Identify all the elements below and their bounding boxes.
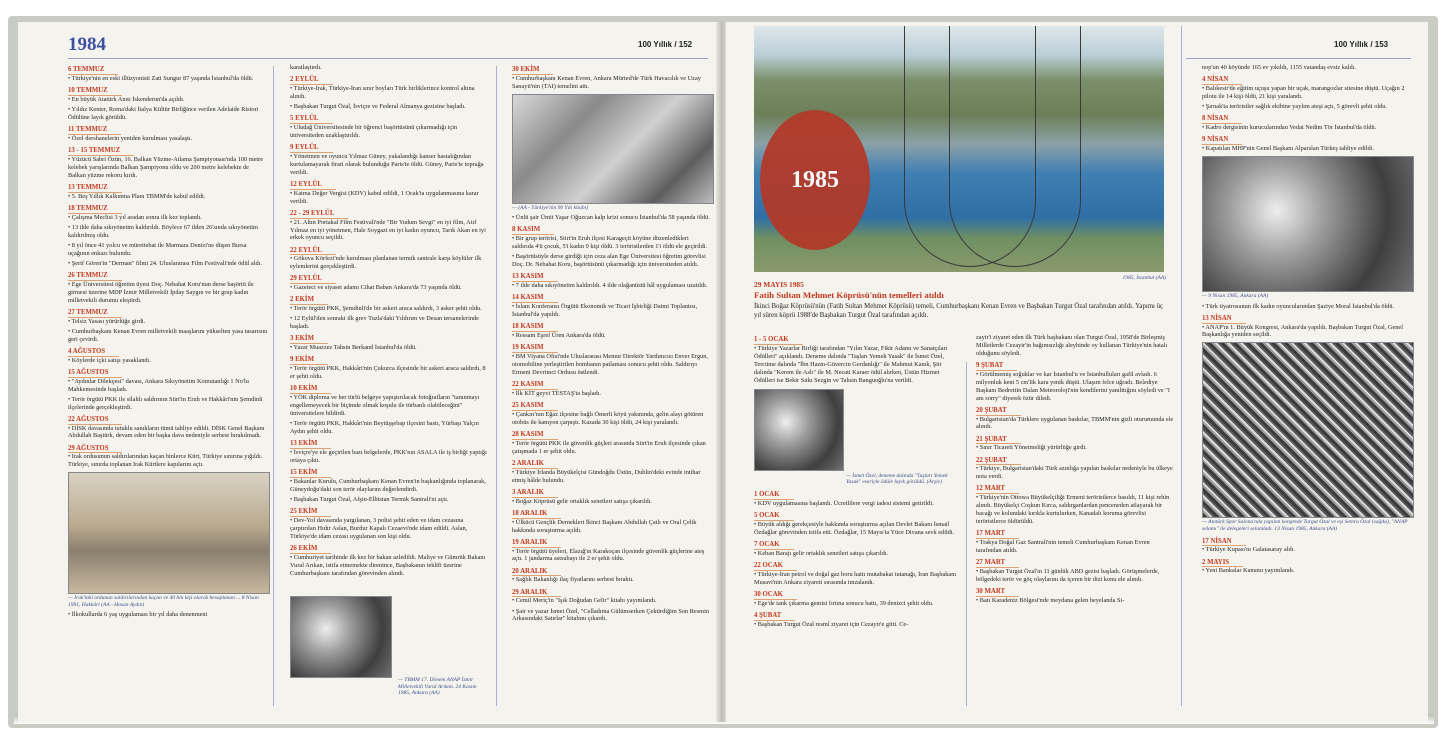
photo-evren-ceremony — [512, 94, 714, 204]
header-rule — [68, 58, 708, 59]
event-text: • Başbakan Turgut Özal, Afşin-Elbistan Termik Santrali'ni açtı. — [290, 495, 449, 503]
event-text: • Büyük aldığı gerekçesiyle hakkında soruşturma açılan Devlet Bakanı İsmail Özdağlar görevinden istifa etti. Özdağlar, 15 Mayıs'ta Yüce Divana sevk edildi. — [754, 520, 955, 536]
column-divider — [496, 66, 497, 706]
date-heading: 1 OCAK — [754, 491, 794, 500]
date-heading: 22 ŞUBAT — [976, 457, 1021, 466]
event-text: • Balıkesir'de eğitim uçuşu yapan bir uçak, marangozlar sitesine düştü. Uçağın 2 pilotu ile 14 kişi öldü, 21 kişi yaralandı. — [1202, 85, 1405, 100]
date-heading: 21 ŞUBAT — [976, 436, 1021, 445]
event-text: • Türkiye, Bulgaristan'daki Türk azınlığa yapılan baskılar nedeniyle bu ülkeye nota verdi. — [976, 465, 1173, 481]
event-text: • Ressam Eşref Üren Ankara'da öldü. — [512, 332, 606, 340]
photo-caption: — (AA - Türkiye'nin 90 Yılı kitabı) — [512, 204, 588, 211]
event-text: • Terör örgütü PKK, Hakkâri'nin Çukurca ilçesinde bir askeri araca saldırdı, 8 er şehit oldu. — [290, 365, 486, 381]
date-heading: 8 KASIM — [512, 226, 554, 235]
date-heading: 9 EKİM — [290, 356, 328, 365]
left-column-1 — [68, 64, 268, 622]
event-text: • Sağlık Bakanlığı ilaç fiyatlarını serbest bıraktı. — [512, 576, 634, 584]
event-text: • Telsiz Yasası yürürlüğe girdi. — [68, 317, 146, 325]
event-text: • Terör örgütü PKK ile güvenlik güçleri arasında Siirt'in Eruh ilçesinde çıkan çatışmada 1 er şehit oldu. — [512, 439, 706, 455]
photo-turkes — [1202, 156, 1414, 292]
photo-caption: — Irak'taki ordunun saldırılarından kaçan ve 40 bin kişi olarak hesaplanan ... 8 Nisan 1991, Hakkâri (AA - Hasan Aydın) — [68, 595, 259, 608]
event-text: • Türk tiyatrosunun ilk kadın oyuncularından Şaziye Moral İstanbul'da öldü. — [1202, 302, 1395, 310]
date-heading: 3 ARALIK — [512, 489, 558, 498]
bridge-cable — [949, 26, 1081, 267]
date-heading: 4 ŞUBAT — [754, 612, 795, 621]
event-text: • Kapatılan MHP'nin Genel Başkanı Alparslan Türkeş tahliye edildi. — [1202, 145, 1374, 152]
event-text: • Türkiye'nin Ottowa Büyükelçiliği Ermeni teröristlerce basıldı, 11 kişi rehin alındı. Büyükelçi Coşkun Kırca, saldırganlardan penceneden atlayarak bir bacağı ve kolundaki kırıkla kurtulurken, Kanadalı koruma görevlisi teröristlerce öldürüldü. — [976, 494, 1170, 526]
date-heading: 3 EKİM — [290, 335, 328, 344]
event-text: • Bulgaristan'da Türklere uygulanan baskılar, TBMM'nin gizli oturumunda ele alındı. — [976, 415, 1174, 431]
event-text: • Şırnak'ta teröristler sağlık ekibine yaylım ateşi açtı, 5 görevli şehit oldu. — [1202, 103, 1388, 110]
date-heading: 2 MAYIS — [1202, 559, 1243, 568]
event-text: • "Aydınlar Dilekçesi" davası, Ankara Sıkıyönetim Komutanlığı 1 No'lu Mahkemesinde başladı. — [68, 377, 249, 393]
event-text: • Çankırı'nın Eğaz ilçesine bağlı Ömerli köyü yakınında, gelin alayı götüren otobüs ile kamyon çarpıştı. Kazada 30 kişi öldü, 24 kişi yaralandı. — [512, 410, 704, 426]
photo-anap-congress — [1202, 342, 1414, 518]
event-text: • Türkiye-Irak, Türkiye-İran sınır boyları Türk birliklerince kontrol altına alındı. — [290, 85, 475, 100]
date-heading: 22 - 29 EYLÜL — [290, 210, 348, 219]
event-text: • Kadro dergisinin kurucularından Vedat Nedim Tör İstanbul'da öldü. — [1202, 124, 1377, 131]
date-heading: 26 TEMMUZ — [68, 272, 122, 281]
main-date: 29 MAYIS 1985 — [754, 280, 804, 289]
event-text: • Türkiye İrlanda Büyükelçisi Gündoğdu Üstün, Dublin'deki evinde intihar etmiş hâlde bulundu. — [512, 468, 701, 484]
year-heading: 1984 — [68, 34, 106, 55]
date-heading: 20 ARALIK — [512, 568, 561, 577]
date-heading: 30 MART — [976, 588, 1019, 597]
column-divider — [1181, 26, 1182, 706]
date-heading: 17 NİSAN — [1202, 538, 1246, 547]
main-title: Fatih Sultan Mehmet Köprüsü'nün temelleri atıldı — [754, 290, 944, 300]
date-heading: 12 EYLÜL — [290, 181, 336, 190]
event-text: • Bir grup terörist, Siirt'in Eruh ilçesi Karageçit köyüne düzenledikleri saldırıda 4'ü çocuk, 5'i kadın 9 kişi öldü. 3 teröristlerden 1'i öldü ele geçirildi. — [512, 235, 708, 251]
date-heading: 9 NİSAN — [1202, 136, 1242, 145]
left-page — [18, 22, 718, 722]
event-text: • Katma Değer Vergisi (KDV) kabul edildi, 1 Ocak'ta uygulanmasına karar verildi. — [290, 189, 479, 205]
photo-caption: — TBMM 17. Dönem ANAP İzmir Milletvekili Vural Arıkan. 24 Kasım 1985, Ankara (AA) — [398, 677, 477, 697]
event-text: • Cemil Meriç'in "Işık Doğudan Gelir" kitabı yayımlandı. — [512, 597, 657, 605]
right-column-3 — [1202, 64, 1412, 578]
header-rule — [1186, 58, 1411, 59]
event-text: • İslam Konferansı Örgütü Ekonomik ve Ticari İşbirliği Daimi Toplantısı, İstanbul'da yapıldı. — [512, 303, 698, 319]
date-heading: 6 TEMMUZ — [68, 66, 118, 75]
right-column-1 — [754, 334, 959, 631]
event-text: • 12 Eylül'den sonraki ilk grev Tuzla'daki Yıldırım ve Desan tersanelerinde başladı. — [290, 315, 479, 331]
page-number: 100 Yıllık / 153 — [1334, 40, 1389, 49]
date-heading: 5 EYLÜL — [290, 115, 333, 124]
event-text: zayir'i ziyaret eden ilk Türk başbakanı olan Turgut Özal, 1958'de Birleşmiş Milletlerde Cezayir'in bağımsızlığı aleyhinde oy kullanan Türkiye'nin hatalı olduğunu söyledi. — [976, 334, 1168, 357]
event-text: • Yeni Bankalar Kanunu yayımlandı. — [1202, 567, 1295, 575]
event-text: • Gazeteci ve siyaset adamı Cihat Baban Ankara'da 73 yaşında öldü. — [290, 284, 462, 292]
event-text: • Ünlü şair Ümit Yaşar Oğuzcan kalp krizi sonucu İstanbul'da 58 yaşında öldü. — [512, 214, 710, 222]
event-text: • Terör örgütü PKK, Şemdinli'de bir askeri araca saldırdı, 3 asker şehit oldu. — [290, 305, 482, 313]
date-heading: 30 EKİM — [512, 66, 553, 75]
date-heading: 2 EKİM — [290, 296, 328, 305]
date-heading: 27 TEMMUZ — [68, 309, 122, 318]
date-heading: 29 EYLÜL — [290, 275, 336, 284]
date-heading: 18 KASIM — [512, 323, 558, 332]
event-text: • Görülmemiş soğuklar ve kar İstanbul'u ve İstanbulluları gafil avladı. 6 milyonluk kent 5 cm'lik kara yenik düştü. Ulaşım felce uğradı. Belediye Başkanı Bedrettin Dalan Meteoroloji'nin kendilerini yanılttığını söyledi ve "I am sorry" diyerek özür diledi. — [976, 370, 1170, 402]
date-heading: 19 ARALIK — [512, 539, 561, 548]
date-heading: 7 OCAK — [754, 541, 794, 550]
photo-caption: — İsmet Özel, deneme dalında "Taşları Yemek Yasak" eseriyle ödüle layık görüldü. (Arşiv) — [846, 472, 948, 486]
event-text: • YÖK diploma ve her türlü belgeye yapıştırılacak fotoğrafların "tanınmayı engellemeyecek bir biçimde olmak koşulu ile türbanlı olabileceğini" üniversitelere bildirdi. — [290, 394, 480, 418]
date-heading: 30 OCAK — [754, 591, 797, 600]
date-heading: 5 OCAK — [754, 512, 794, 521]
date-heading: 2 EYLÜL — [290, 76, 333, 85]
event-text: • Başbakan Turgut Özal, İsviçre ve Federal Almanya gezisine başladı. — [290, 103, 466, 110]
event-text: • Yönetmen ve oyuncu Yılmaz Güney, yakalandığı kanser hastalığından kurtulamayarak firari olarak bulunduğu Paris'te öldü. Güney, Paris'te toprağa verildi. — [290, 152, 484, 176]
event-text: • Köylerde içki satışı yasaklandı. — [68, 356, 151, 364]
date-heading: 9 ŞUBAT — [976, 362, 1017, 371]
date-heading: 10 TEMMUZ — [68, 87, 122, 96]
date-heading: 13 TEMMUZ — [68, 184, 122, 193]
event-text: • Keban Barajı gelir ortaklık senetleri satışa çıkarıldı. — [754, 549, 889, 557]
right-column-2 — [976, 334, 1176, 607]
event-text: • Türkiye Kupası'nı Galatasaray aldı. — [1202, 546, 1295, 554]
date-heading: 25 EKİM — [290, 508, 331, 517]
event-text: • Ege'de tank çıkarma gemisi fırtına sonucu battı, 39 denizci şehit oldu. — [754, 599, 934, 607]
date-heading: 26 EKİM — [290, 545, 331, 554]
year-badge: 1985 — [760, 110, 870, 250]
event-text: • Başbakan Turgut Özal'ın 11 günlük ABD gezisi başladı. Görüşmelerde, bölgedeki terör ve göç olaylarını da içeren bir dizi konu ele alındı. — [976, 567, 1160, 583]
photo-caption: — 9 Nisan 1985, Ankara (AA) — [1202, 292, 1269, 299]
left-column-3 — [512, 64, 712, 626]
main-text: İkinci Boğaz Köprüsü'nün (Fatih Sultan Mehmet Köprüsü) temeli, Cumhurbaşkanı Kenan Evren ve Başbakan Turgut Özal tarafından atıldı. Yapımı üç yıl süren köprü 1988'de Başbakan Turgut Özal tarafından açıldı. — [754, 303, 1164, 319]
event-text: • Ülkücü Gençlik Dernekleri İkinci Başkanı Abdullah Çatlı ve Oral Çelik hakkında soruşturma açıldı. — [512, 518, 697, 534]
left-column-2 — [290, 64, 490, 580]
photo-caption: — Atatürk Spor Salonu'nda yapılan kongrede Turgut Özal ve eşi Semra Özal (sağda), "ANAP selamı" ile delegeleri selamladı. 13 Nisan 1985, Ankara (AA) — [1202, 519, 1408, 532]
event-text: • KDV uygulamasına başlandı. Ücretlilere vergi iadesi sistemi getirildi. — [754, 499, 934, 507]
event-text: • Boğaz Köprüsü gelir ortaklık senetleri satışa çıkarıldı. — [512, 497, 652, 505]
event-text: • Türkiye Yazarlar Birliği tarafından "Yılın Yazar, Fikir Adamı ve Sanatçıları Ödülleri" açıklandı. Deneme dalında "Taşları Yemek Yasak" ile İsmet Özel, Tercüme dalında "İbn Hazm-Güvercin Gerdanlığı" ile Mahmut Kanık, Şiir dalında "Kerem ile Aslı" ile M. Necati Karaer ödül alırken, Üstün Hizmet Ödülleri ise Bekir Sıtkı Sezgin ve Tahsin Banguoğlu'na verildi. — [754, 344, 948, 384]
date-heading: 14 KASIM — [512, 294, 558, 303]
event-text: • ANAP'ın 1. Büyük Kongresi, Ankara'da yapıldı. Başbakan Turgut Özal, Genel Başkanlığa yeniden seçildi. — [1202, 323, 1403, 339]
column-divider — [273, 66, 274, 706]
event-text: • Dev-Yol davasında yargılanan, 3 polisi şehit eden ve idam cezasına çarptırılan Hıdır Aslan, Burdur Kapalı Cezaevi'nde idam edildi. Aslan, Türkiye'de idam cezası uygulanan son kişi oldu. — [290, 516, 468, 540]
date-heading: 18 ARALIK — [512, 510, 561, 519]
event-text: • Cumhuriyet tarihinde ilk kez bir bakan azledildi. Maliye ve Gümrük Bakanı Vural Arıkan, istifa etmemekte direnince, Başbakanın teklifi üzerine Cumhurbaşkanı tarafından görevinden alındı. — [290, 553, 486, 577]
event-text: • 21. Altın Portakal Film Festivali'nde "Bir Yudum Sevgi" en iyi film, Atıf Yılmaz en iyi yönetmen, Hale Soygazi en iyi kadın oyuncu, Tarık Akan en iyi erkek oyuncu seçildi. — [290, 218, 486, 242]
event-text: • 8 yıl önce 41 yolcu ve mürettebat ile Marmara Denizi'ne düşen Bursa uçağının enkazı bulundu. — [68, 241, 247, 257]
event-text: • Yazar Muazzez Tahsin Berkand İstanbul'da öldü. — [290, 344, 417, 352]
date-heading: 13 KASIM — [512, 273, 558, 282]
event-text: • Ege Üniversitesi öğretim üyesi Doç. Nebahat Koru'nun derse başörtü ile girmesi üzerine MDP İzmir Milletvekili İpday Saygın ve bir grup kadın milletvekili durumu eleştirdi. — [68, 280, 254, 304]
event-text: • Özel dershanelerin yeniden kurulması yasalaştı. — [68, 134, 193, 142]
event-text: • Çalışma Meclisi 3 yıl aradan sonra ilk kez toplandı. — [68, 213, 202, 221]
date-heading: 13 EKİM — [290, 440, 331, 449]
date-heading: 22 AĞUSTOS — [68, 416, 122, 425]
event-text: • Yıldız Kenter, Roma'daki İtalya Kültür Birliğince verilen Adelaide Ristori Ödülüne layık görüldü. — [68, 106, 259, 121]
date-heading: 13 - 15 TEMMUZ — [68, 147, 134, 156]
event-text: • BM Viyana Ofisi'nde Uluslararası Memur Direktör Yardımcısı Enver Ergun, otomobiline yerleştirilen bombanın patlaması sonucu şehit oldu. Saldırıyı Ermeni Devrimci Ordusu üstlendi. — [512, 353, 708, 376]
date-heading: 9 EYLÜL — [290, 144, 333, 153]
date-heading: 28 KASIM — [512, 431, 558, 440]
event-text: nop'un 40 köyünde 165 ev yıkıldı, 1155 vatandaş evsiz kaldı. — [1202, 64, 1356, 71]
event-text: • Türkiye'nin en eski illüzyonisti Zati Sungur 87 yaşında İstanbul'da öldü. — [68, 74, 254, 82]
event-text: • DİSK davasında tutuklu sanıkların tümü tahliye edildi. DİSK Genel Başkanı Abdullah Baştürk, devam eden bir başka dava nedeniyle serbest bırakılmadı. — [68, 424, 265, 440]
date-heading: 1 - 5 OCAK — [754, 336, 803, 345]
event-text: • Batı Karadeniz Bölgesi'nde meydana gelen heyelanda Si- — [976, 596, 1125, 604]
page-number: 100 Yıllık / 152 — [638, 40, 693, 49]
event-text: • Sınır Ticareti Yönetmeliği yürürlüğe girdi. — [976, 444, 1087, 452]
event-text: • Trakya Doğal Gaz Santrali'nin temeli Cumhurbaşkanı Kenan Evren tarafından atıldı. — [976, 539, 1150, 554]
date-heading: 15 EKİM — [290, 469, 331, 478]
event-text: • Terör örgütü PKK ile silahlı saldırının Siirt'in Eruh ve Hakkâri'nin Şemdinli ilçelerinde gerçekleştirdi. — [68, 395, 263, 411]
photo-ismet-ozel — [754, 389, 844, 471]
event-text: • Başbakan Turgut Özal resmî ziyaret için Cezayir'e gitti. Ce- — [754, 620, 909, 628]
column-divider — [966, 362, 967, 706]
event-text: • En büyük Atatürk Anıtı İskenderun'da açıldı. — [68, 95, 185, 103]
event-text: • 7 ilde daha sıkıyönetim kaldırıldı. 4 ilde olağanüstü hâl uygulaması uzatıldı. — [512, 282, 708, 290]
event-text: • Şerif Gören'in "Derman" filmi 24. Uluslararası Film Festivali'nde ödül aldı. — [68, 259, 262, 267]
event-text: • Irak ordusunun saldırılarından kaçan binlerce Kürt, Türkiye sınırına yığıldı. Türkiye, sınırda toplanan Irak Kürtlere kapılarını açtı. — [68, 453, 263, 469]
date-heading: 22 OCAK — [754, 562, 797, 571]
date-heading: 22 KASIM — [512, 381, 558, 390]
event-text: • Başörtüsüyle derse girdiği için ceza alan Ege Üniversitesi öğretim görevlisi Doç. Dr. Nebahat Koru, başörtüsünü çıkarmadığı için üniversiteden atıldı. — [512, 253, 706, 269]
date-heading: 4 AĞUSTOS — [68, 348, 119, 357]
date-heading: 18 TEMMUZ — [68, 205, 122, 214]
event-text: • Şair ve yazar İsmet Özel, "Celladıma Gülümserken Çektirdiğim Son Resmin Arkasındaki Satırlar" kitabını çıkardı. — [512, 607, 709, 623]
event-text: • Terör örgütü üyeleri, Elazığ'ın Karakoçan ilçesinde güvenlik güçlerine ateş açtı. 1 jandarma astsubayı ile 2 er şehit oldu. — [512, 547, 705, 563]
date-heading: 29 ARALIK — [512, 589, 561, 598]
date-heading: 29 AĞUSTOS — [68, 445, 122, 454]
date-heading: 10 EKİM — [290, 385, 331, 394]
date-heading: 2 ARALIK — [512, 460, 558, 469]
event-text: • 5. Beş Yıllık Kalkınma Planı TBMM'de kabul edildi. — [68, 192, 206, 200]
event-text: • Cumhurbaşkanı Kenan Evren, Ankara Mürted'de Türk Havacılık ve Uzay Sanayii'nin (TAI) temelini attı. — [512, 74, 701, 90]
date-heading: 27 MART — [976, 559, 1019, 568]
date-heading: 25 KASIM — [512, 402, 558, 411]
event-text: • Gökova Körfezi'nde kurulması planlanan termik santrale karşı köylüler ilk eylemlerini gerçekleştirdi. — [290, 255, 482, 271]
date-heading: 13 NİSAN — [1202, 315, 1246, 324]
date-heading: 8 NİSAN — [1202, 115, 1242, 124]
photo-bridge-construction — [754, 26, 1164, 272]
event-text: • Uludağ Üniversitesinde bir öğrenci başörtüsünü çıkarmadığı için üniversiteden uzaklaştırıldı. — [290, 124, 458, 139]
event-text: • Cumhurbaşkanı Kenan Evren milletvekili maaşlarını yükselten yasa tasarısını geri çevirdi. — [68, 327, 268, 343]
date-heading: 17 MART — [976, 530, 1019, 539]
photo-caption: 1985, İstanbul (AA) — [1122, 275, 1166, 281]
date-heading: 22 EYLÜL — [290, 247, 336, 256]
event-text: • Bakanlar Kurulu, Cumhurbaşkanı Kenan Evren'in başkanlığında toplanarak, Güneydoğu'daki son terör olaylarını değerlendirdi. — [290, 477, 486, 493]
date-heading: 12 MART — [976, 485, 1019, 494]
event-text: • Türkiye-İran petrol ve doğal gaz boru hattı mutabakat tutanağı, İran Başbakanı Musavi'nin Ankara ziyareti sırasında imzalandı. — [754, 570, 957, 586]
event-text: • 13 ilde daha sıkıyönetim kaldırıldı. Böylece 67 ilden 26'sında sıkıyönetim kaldırılmış oldu. — [68, 223, 258, 239]
event-text: • Yüzücü Sabri Özün, 16. Balkan Yüzme-Atlama Şampiyonası'nda 100 metre kelebek yarışlarında Balkan Şampiyonu oldu ve 200 metre kelebekte de Balkan yüzme rekoru kırdı. — [68, 155, 264, 179]
date-heading: 20 ŞUBAT — [976, 407, 1021, 416]
date-heading: 11 TEMMUZ — [68, 126, 121, 135]
event-text: • İlk KİT geyvi TESTAŞ'ta başladı. — [512, 389, 601, 397]
date-heading: 19 KASIM — [512, 344, 558, 353]
right-page — [726, 22, 1428, 722]
photo-vural-arikan — [290, 596, 392, 678]
photo-refugees — [68, 472, 270, 594]
event-text: • İsviçre'ye ele geçirilen bazı belgelerde, PKK'nın ASALA ile iş birliği yaptığı ortaya çıktı. — [290, 449, 487, 464]
event-text: karatlaştırdı. — [290, 64, 322, 71]
event-text: • Terör örgütü PKK, Hakkâri'nin Beytüşşebap ilçesini bastı, Yürbaşı Yalçın Aydın şehit oldu. — [290, 420, 479, 436]
date-heading: 15 AĞUSTOS — [68, 369, 122, 378]
event-text: • İlkokullarda 6 yaş uygulaması bir yıl daha denenmeni — [68, 611, 208, 619]
date-heading: 4 NİSAN — [1202, 76, 1242, 85]
